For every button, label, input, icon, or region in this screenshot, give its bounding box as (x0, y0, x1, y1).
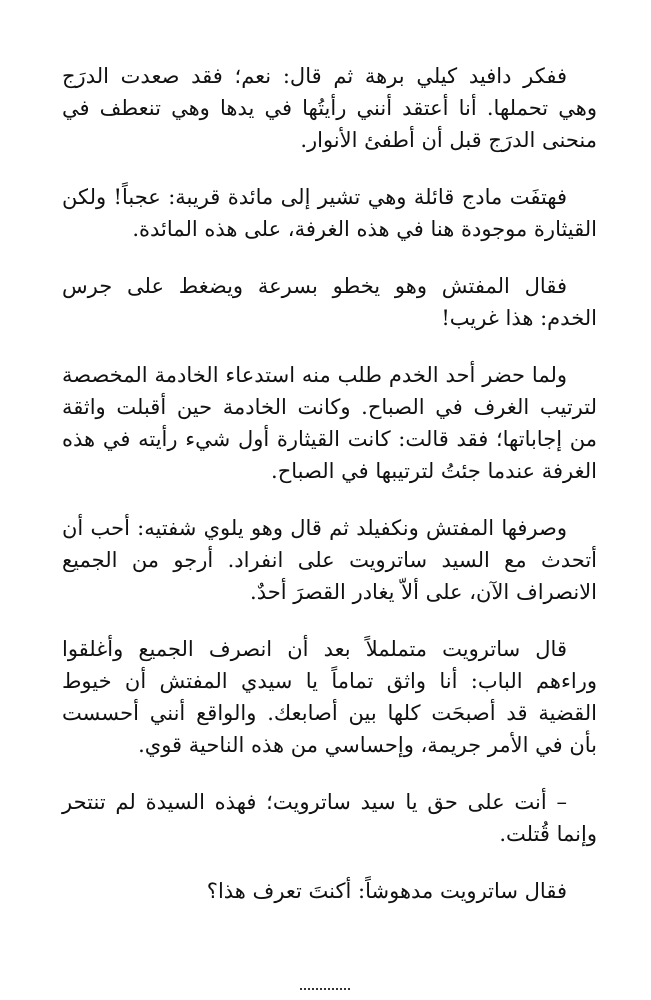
paragraph-2: فهتفَت مادج قائلة وهي تشير إلى مائدة قريبة: عجباً! ولكن القيثارة موجودة هنا في هذه الغرفة، على هذه المائدة. (62, 185, 597, 241)
paragraph-4: ولما حضر أحد الخدم طلب منه استدعاء الخادمة المخصصة لترتيب الغرف في الصباح. وكانت الخادمة حين أقبلت واثقة من إجاباتها؛ فقد قالت: كانت القيثارة أول شيء رأيته في هذه الغرفة عندما جئتُ لترتيبها في الصباح. (62, 363, 597, 483)
paragraph-6: قال ساترويت متململاً بعد أن انصرف الجميع وأغلقوا وراءهم الباب: أنا واثق تماماً يا سيدي المفتش أن خيوط القضية قد أصبحَت كلها بين أصابعك. والواقع أنني أحسست بأن في الأمر جريمة، وإحساسي من هذه الناحية قوي. (62, 637, 597, 757)
paragraph-8: فقال ساترويت مدهوشاً: أكنتَ تعرف هذا؟ (206, 879, 567, 903)
paragraph-7: – أنت على حق يا سيد ساترويت؛ فهذه السيدة لم تنتحر وإنما قُتلت. (62, 790, 597, 846)
paragraph-3: فقال المفتش وهو يخطو بسرعة ويضغط على جرس الخدم: هذا غريب! (62, 274, 597, 330)
paragraph-5: وصرفها المفتش ونكفيلد ثم قال وهو يلوي شفتيه: أحب أن أتحدث مع السيد ساترويت على انفراد. أرجو من الجميع الانصراف الآن، على ألاّ يغادر القصرَ أحدٌ. (62, 516, 597, 604)
page-bottom-mark (300, 988, 350, 996)
book-page (62, 60, 597, 932)
paragraph-1: ففكر دافيد كيلي برهة ثم قال: نعم؛ فقد صعدت الدرَج وهي تحملها. أنا أعتقد أنني رأيتُها في يدها وهي تنعطف في منحنى الدرَج قبل أن أطفئ الأنوار. (62, 64, 597, 152)
